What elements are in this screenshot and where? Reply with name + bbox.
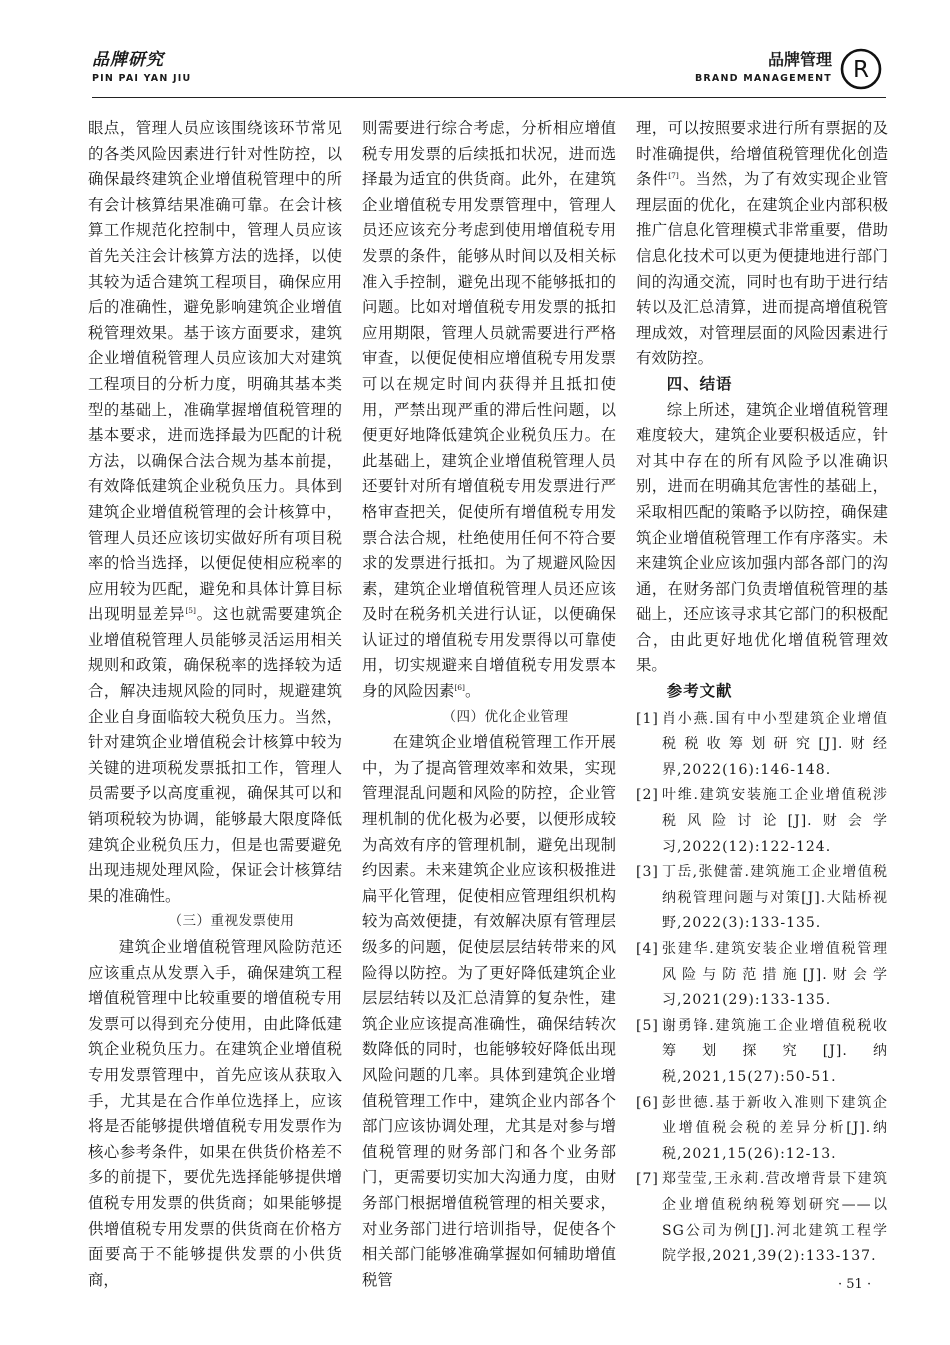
paragraph xyxy=(636,116,888,372)
section-header-right xyxy=(695,50,832,84)
reference-number: [2] xyxy=(636,787,659,804)
section-heading: 四、结语 xyxy=(666,374,733,393)
logo-letter: R xyxy=(853,57,869,83)
paragraph xyxy=(88,116,342,909)
reference-item xyxy=(636,1091,888,1168)
reference-item xyxy=(636,783,888,860)
paragraph: 在建筑企业增值税管理工作开展中，为了提高管理效率和效果，实现管理混乱问题和风险的防控，企业管理机制的优化极为必要，以便形成较为高效有序的管理机制，避免出现制约因素。未来建筑企业应该积极推进扁平化管理，促使相应管理组织机构较为高效便捷，有效解决原有管理层级多的问题，促使层层结转带来的风险得以防控。为了更好降低建筑企业层层结转以及汇总清算的复杂性，建筑企业应该提高准确性，确保结转次数降低的同时，也能够较好降低出现风险问题的几率。具体到建筑企业增值税管理工作中，建筑企业内部各个部门应该协调处理，尤其是对参与增值税管理的财务部门和各个业务部门，更需要切实加大沟通力度，由财务部门根据增值税管理的相关要求，对业务部门进行培训指导，促使各个相关部门能够准确掌握如何辅助增值税管 xyxy=(362,733,616,1289)
paragraph xyxy=(362,116,616,705)
reference-item xyxy=(636,937,888,1014)
reference-number: [4] xyxy=(636,941,659,957)
journal-name-cn: 品牌研究 xyxy=(92,50,164,70)
column-3 xyxy=(636,116,888,1270)
text-run: 眼点，管理人员应该围绕该环节常见的各类风险因素进行针对性防控，以确保最终建筑企业增值税管理中的所有会计核算结果准确可靠。在会计核算工作规范化控制中，管理人员应该首先关注会计核算方法的选择，以使其较为适合建筑工程项目，确保应用后的准确性，避免影响建筑企业增值税管理效果。基于该方面要求，建筑企业增值税管理人员应该加大对建筑工程项目的分析力度，明确其基本类型的基础上，准确掌握增值税管理的基本要求，进而选择最为匹配的计税方法，以确保合法合规为基本前提，有效降低建筑企业税负压力。具体到建筑企业增值税管理的会计核算中，管理人员还应该切实做好所有项目税率的恰当选择，以便促使相应税率的应用较为匹配，避免和具体计算目标出现明显差异 xyxy=(88,119,342,624)
paragraph: 建筑企业增值税管理风险防范还应该重点从发票入手，确保建筑工程增值税管理中比较重要的增值税专用发票可以得到充分使用，由此降低建筑企业税负压力。在建筑企业增值税专用发票管理中，首先应该从获取入手，尤其是在合作单位选择上，应该将是否能够提供增值税专用发票作为核心参考条件，如果在供货价格差不多的前提下，要优先选择能够提供增值税专用发票的供货商；如果能够提供增值税专用发票的供货商在价格方面要高于不能够提供发票的小供货商， xyxy=(88,938,342,1289)
reference-number: [7] xyxy=(636,1171,659,1188)
citation-ref: [6] xyxy=(454,683,465,693)
column-1 xyxy=(88,116,342,1293)
text-run: 理，可以按照要求进行所有票据的及时准确提供，给增值税管理优化创造条件 xyxy=(636,119,888,189)
reference-list xyxy=(636,707,888,1270)
reference-number: [5] xyxy=(636,1017,659,1034)
journal-header-left xyxy=(92,50,191,84)
column-2 xyxy=(362,116,616,1293)
reference-text: 叶维.建筑安装施工企业增值税涉税风险讨论[J].财会学习,2022(12):122-124. xyxy=(662,787,888,855)
text-run: 。当然，为了有效实现企业管理层面的优化，在建筑企业内部积极推广信息化管理模式非常重要，借助信息化技术可以更为便捷地进行部门间的沟通交流，同时也有助于进行结转以及汇总清算，进而提高增值税管理成效，对管理层面的风险因素进行有效防控。 xyxy=(636,170,888,368)
reference-number: [1] xyxy=(636,710,659,727)
paragraph: 综上所述，建筑企业增值税管理难度较大，建筑企业要积极适应，针对其中存在的所有风险予以准确识别，进而在明确其危害性的基础上，采取相匹配的策略予以防控，确保建筑企业增值税管理工作有序落实。未来建筑企业应该加强内部各部门的沟通，在财务部门负责增值税管理的基础上，还应该寻求其它部门的积极配合，由此更好地优化增值税管理效果。 xyxy=(636,400,888,675)
journal-name-en: PIN PAI YAN JIU xyxy=(92,73,192,84)
reference-item xyxy=(636,1167,888,1269)
section-name-en: BRAND MANAGEMENT xyxy=(694,73,832,84)
text-run: 。 xyxy=(464,682,481,701)
subheading: （三）重视发票使用 xyxy=(168,913,295,930)
reference-text: 谢勇锋.建筑施工企业增值税税收筹划探究[J].纳税,2021,15(27):50-51. xyxy=(662,1017,888,1085)
citation-ref: [7] xyxy=(668,171,679,181)
reference-item xyxy=(636,707,888,784)
citation-ref: [5] xyxy=(185,606,196,616)
reference-number: [3] xyxy=(636,864,659,881)
reference-item xyxy=(636,1014,888,1091)
reference-text: 郑莹莹,王永莉.营改增背景下建筑企业增值税纳税筹划研究——以SG公司为例[J].河北建筑工程学院学报,2021,39(2):133-137. xyxy=(662,1171,888,1265)
reference-number: [6] xyxy=(636,1094,659,1111)
registered-logo-icon xyxy=(840,48,882,90)
reference-item xyxy=(636,860,888,937)
reference-text: 肖小燕.国有中小型建筑企业增值税税收筹划研究[J].财经界,2022(16):146-148. xyxy=(662,710,888,778)
text-run: 则需要进行综合考虑，分析相应增值税专用发票的后续抵扣状况，进而选择最为适宜的供货商。此外，在建筑企业增值税专用发票管理中，管理人员还应该充分考虑到使用增值税专用发票的条件，能够从时间以及相关标准入手控制，避免出现不能够抵扣的问题。比如对增值税专用发票的抵扣应用期限，管理人员就需要进行严格审查，以便促使相应增值税专用发票可以在规定时间内获得并且抵扣使用，严禁出现严重的滞后性问题，以便更好地降低建筑企业税负压力。在此基础上，建筑企业增值税管理人员还要针对所有增值税专用发票进行严格审查把关，促使所有增值税专用发票合法合规，杜绝使用任何不符合要求的发票进行抵扣。为了规避风险因素，建筑企业增值税管理人员还应该及时在税务机关进行认证，以便确保认证过的增值税专用发票得以可靠使用，切实规避来自增值税专用发票本身的风险因素 xyxy=(362,119,616,701)
reference-text: 彭世德.基于新收入准则下建筑企业增值税会税的差异分析[J].纳税,2021,15(26):12-13. xyxy=(662,1094,888,1162)
section-name-cn: 品牌管理 xyxy=(767,50,832,69)
text-run: 。这也就需要建筑企业增值税管理人员能够灵活运用相关规则和政策，确保税率的选择较为适合，解决违规风险的同时，规避建筑企业自身面临较大税负压力。当然，针对建筑企业增值税会计核算中较为关键的进项税发票抵扣工作，管理人员需要予以高度重视，确保其可以和销项税较为协调，能够最大限度降低建筑企业税负压力，但是也需要避免出现违规处理风险，保证会计核算结果的准确性。 xyxy=(88,605,342,905)
reference-text: 张建华.建筑安装企业增值税管理风险与防范措施[J].财会学习,2021(29):133-135. xyxy=(662,941,888,1009)
reference-text: 丁岳,张健蕾.建筑施工企业增值税纳税管理问题与对策[J].大陆桥视野,2022(3):133-135. xyxy=(662,864,888,932)
page-number: · 51 · xyxy=(838,1277,872,1292)
subheading: （四）优化企业管理 xyxy=(442,708,569,725)
references-heading: 参考文献 xyxy=(666,682,733,701)
header-rule xyxy=(92,97,886,98)
